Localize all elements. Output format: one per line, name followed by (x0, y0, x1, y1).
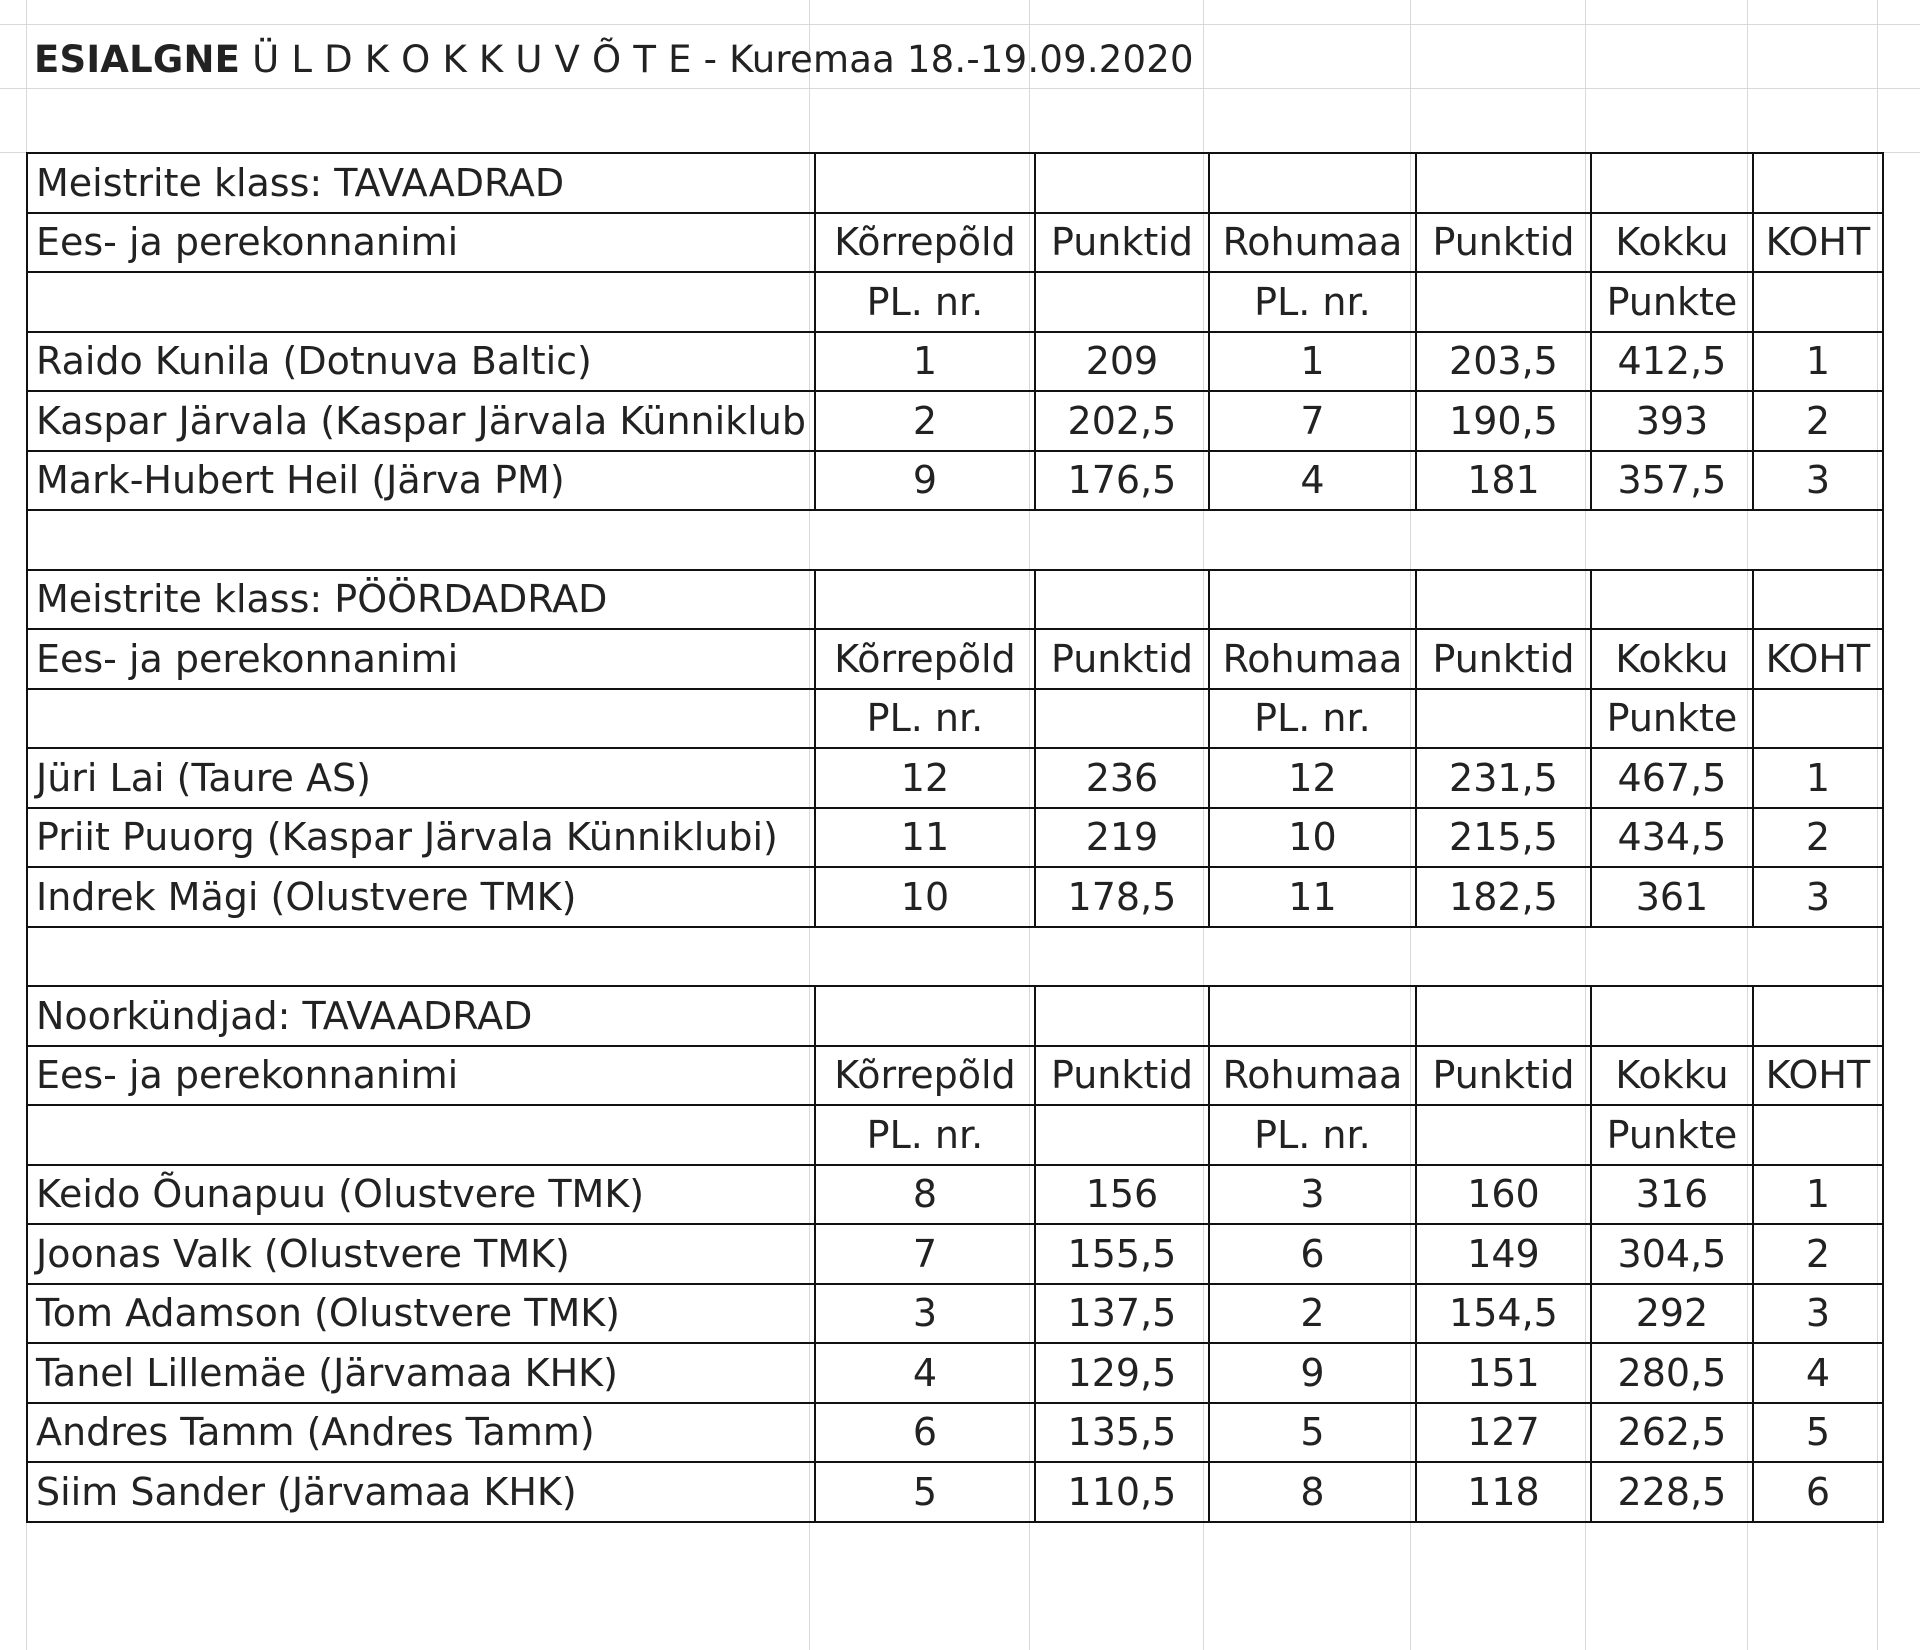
rohumaa-pl-nr: 12 (1209, 748, 1416, 808)
rohumaa-points: 151 (1416, 1343, 1591, 1403)
participant-name: Joonas Valk (Olustvere TMK) (27, 1224, 815, 1284)
empty-cell (1035, 153, 1209, 213)
header-punktid: Punktid (1035, 213, 1209, 273)
korrepold-pl-nr: 2 (815, 391, 1035, 451)
korrepold-points: 178,5 (1035, 867, 1209, 927)
header-row (27, 1046, 1883, 1106)
section-title-row (27, 986, 1883, 1046)
place: 1 (1753, 332, 1883, 392)
empty-cell (1753, 689, 1883, 749)
total-points: 467,5 (1591, 748, 1753, 808)
table-row (27, 1403, 1883, 1463)
empty-cell (1416, 272, 1591, 332)
empty-cell (1035, 689, 1209, 749)
sheet-title-bold: ESIALGNE (34, 38, 241, 81)
korrepold-points: 129,5 (1035, 1343, 1209, 1403)
rohumaa-pl-nr: 6 (1209, 1224, 1416, 1284)
rohumaa-pl-nr: 11 (1209, 867, 1416, 927)
korrepold-points: 236 (1035, 748, 1209, 808)
rohumaa-pl-nr: 4 (1209, 451, 1416, 511)
subheader-row (27, 689, 1883, 749)
empty-cell (1035, 986, 1209, 1046)
korrepold-pl-nr: 3 (815, 1284, 1035, 1344)
participant-name: Andres Tamm (Andres Tamm) (27, 1403, 815, 1463)
subheader-punkte: Punkte (1591, 1105, 1753, 1165)
rohumaa-points: 127 (1416, 1403, 1591, 1463)
rohumaa-points: 160 (1416, 1165, 1591, 1225)
empty-cell (1591, 986, 1753, 1046)
place: 3 (1753, 451, 1883, 511)
korrepold-points: 137,5 (1035, 1284, 1209, 1344)
header-punktid: Punktid (1416, 213, 1591, 273)
total-points: 316 (1591, 1165, 1753, 1225)
rohumaa-points: 215,5 (1416, 808, 1591, 868)
empty-cell (1416, 1105, 1591, 1165)
rohumaa-points: 154,5 (1416, 1284, 1591, 1344)
rohumaa-points: 181 (1416, 451, 1591, 511)
korrepold-points: 176,5 (1035, 451, 1209, 511)
korrepold-points: 209 (1035, 332, 1209, 392)
table-row (27, 748, 1883, 808)
empty-cell (1209, 153, 1416, 213)
empty-cell (1416, 570, 1591, 630)
total-points: 228,5 (1591, 1462, 1753, 1522)
empty-cell (27, 1105, 815, 1165)
header-koht: KOHT (1753, 629, 1883, 689)
header-koht: KOHT (1753, 213, 1883, 273)
empty-cell (1035, 570, 1209, 630)
total-points: 361 (1591, 867, 1753, 927)
table-row (27, 451, 1883, 511)
spacer-row (27, 927, 1883, 987)
empty-cell (815, 986, 1035, 1046)
table-row (27, 1343, 1883, 1403)
place: 3 (1753, 867, 1883, 927)
korrepold-pl-nr: 4 (815, 1343, 1035, 1403)
empty-cell (1416, 153, 1591, 213)
header-kokku: Kokku (1591, 629, 1753, 689)
total-points: 262,5 (1591, 1403, 1753, 1463)
subheader-row (27, 1105, 1883, 1165)
header-name: Ees- ja perekonnanimi (27, 1046, 815, 1106)
subheader-pl-nr: PL. nr. (1209, 1105, 1416, 1165)
table-row (27, 867, 1883, 927)
korrepold-points: 110,5 (1035, 1462, 1209, 1522)
place: 2 (1753, 808, 1883, 868)
participant-name: Tanel Lillemäe (Järvamaa KHK) (27, 1343, 815, 1403)
place: 3 (1753, 1284, 1883, 1344)
korrepold-pl-nr: 9 (815, 451, 1035, 511)
rohumaa-points: 203,5 (1416, 332, 1591, 392)
section-title: Noorkündjad: TAVAADRAD (27, 986, 815, 1046)
empty-cell (1591, 570, 1753, 630)
korrepold-pl-nr: 7 (815, 1224, 1035, 1284)
table-row (27, 1224, 1883, 1284)
table-row (27, 391, 1883, 451)
place: 1 (1753, 748, 1883, 808)
participant-name: Tom Adamson (Olustvere TMK) (27, 1284, 815, 1344)
korrepold-points: 202,5 (1035, 391, 1209, 451)
korrepold-pl-nr: 6 (815, 1403, 1035, 1463)
subheader-row (27, 272, 1883, 332)
header-row (27, 213, 1883, 273)
korrepold-pl-nr: 1 (815, 332, 1035, 392)
table-row (27, 1165, 1883, 1225)
subheader-punkte: Punkte (1591, 689, 1753, 749)
total-points: 393 (1591, 391, 1753, 451)
rohumaa-pl-nr: 3 (1209, 1165, 1416, 1225)
empty-cell (1035, 1105, 1209, 1165)
header-name: Ees- ja perekonnanimi (27, 629, 815, 689)
total-points: 357,5 (1591, 451, 1753, 511)
empty-cell (1753, 1105, 1883, 1165)
korrepold-points: 219 (1035, 808, 1209, 868)
place: 6 (1753, 1462, 1883, 1522)
header-rohumaa: Rohumaa (1209, 213, 1416, 273)
subheader-pl-nr: PL. nr. (815, 1105, 1035, 1165)
empty-cell (1416, 986, 1591, 1046)
place: 2 (1753, 391, 1883, 451)
empty-cell (1209, 986, 1416, 1046)
section-title-row (27, 153, 1883, 213)
participant-name: Keido Õunapuu (Olustvere TMK) (27, 1165, 815, 1225)
empty-cell (1753, 272, 1883, 332)
header-korrepold: Kõrrepõld (815, 213, 1035, 273)
korrepold-points: 156 (1035, 1165, 1209, 1225)
subheader-punkte: Punkte (1591, 272, 1753, 332)
results-table (26, 152, 1884, 1523)
rohumaa-pl-nr: 9 (1209, 1343, 1416, 1403)
table-row (27, 808, 1883, 868)
subheader-pl-nr: PL. nr. (1209, 272, 1416, 332)
subheader-pl-nr: PL. nr. (815, 272, 1035, 332)
participant-name: Jüri Lai (Taure AS) (27, 748, 815, 808)
header-name: Ees- ja perekonnanimi (27, 213, 815, 273)
header-punktid: Punktid (1416, 629, 1591, 689)
place: 2 (1753, 1224, 1883, 1284)
korrepold-points: 155,5 (1035, 1224, 1209, 1284)
rohumaa-points: 190,5 (1416, 391, 1591, 451)
place: 1 (1753, 1165, 1883, 1225)
header-punktid: Punktid (1035, 629, 1209, 689)
empty-cell (1753, 153, 1883, 213)
subheader-pl-nr: PL. nr. (815, 689, 1035, 749)
sheet-title (34, 38, 1194, 81)
header-korrepold: Kõrrepõld (815, 1046, 1035, 1106)
section-title: Meistrite klass: TAVAADRAD (27, 153, 815, 213)
sheet-title-rest: Ü L D K O K K U V Õ T E - Kuremaa 18.-19.09.2020 (240, 38, 1194, 81)
empty-cell (1753, 986, 1883, 1046)
rohumaa-pl-nr: 8 (1209, 1462, 1416, 1522)
rohumaa-pl-nr: 5 (1209, 1403, 1416, 1463)
header-punktid: Punktid (1416, 1046, 1591, 1106)
empty-cell (1591, 153, 1753, 213)
empty-cell (1416, 689, 1591, 749)
participant-name: Siim Sander (Järvamaa KHK) (27, 1462, 815, 1522)
total-points: 304,5 (1591, 1224, 1753, 1284)
total-points: 434,5 (1591, 808, 1753, 868)
korrepold-pl-nr: 12 (815, 748, 1035, 808)
empty-cell (27, 689, 815, 749)
participant-name: Raido Kunila (Dotnuva Baltic) (27, 332, 815, 392)
korrepold-pl-nr: 11 (815, 808, 1035, 868)
place: 5 (1753, 1403, 1883, 1463)
spacer-cell (27, 510, 1883, 570)
header-punktid: Punktid (1035, 1046, 1209, 1106)
rohumaa-pl-nr: 1 (1209, 332, 1416, 392)
korrepold-points: 135,5 (1035, 1403, 1209, 1463)
header-rohumaa: Rohumaa (1209, 1046, 1416, 1106)
spacer-row (27, 510, 1883, 570)
rohumaa-pl-nr: 10 (1209, 808, 1416, 868)
table-row (27, 332, 1883, 392)
section-title: Meistrite klass: PÖÖRDADRAD (27, 570, 815, 630)
korrepold-pl-nr: 8 (815, 1165, 1035, 1225)
empty-cell (1035, 272, 1209, 332)
table-row (27, 1284, 1883, 1344)
header-rohumaa: Rohumaa (1209, 629, 1416, 689)
section-title-row (27, 570, 1883, 630)
participant-name: Mark-Hubert Heil (Järva PM) (27, 451, 815, 511)
total-points: 412,5 (1591, 332, 1753, 392)
participant-name: Priit Puuorg (Kaspar Järvala Künniklubi) (27, 808, 815, 868)
total-points: 280,5 (1591, 1343, 1753, 1403)
rohumaa-points: 231,5 (1416, 748, 1591, 808)
header-kokku: Kokku (1591, 213, 1753, 273)
header-korrepold: Kõrrepõld (815, 629, 1035, 689)
korrepold-pl-nr: 10 (815, 867, 1035, 927)
empty-cell (815, 153, 1035, 213)
participant-name: Kaspar Järvala (Kaspar Järvala Künniklub (27, 391, 815, 451)
spacer-cell (27, 927, 1883, 987)
rohumaa-points: 182,5 (1416, 867, 1591, 927)
rohumaa-points: 118 (1416, 1462, 1591, 1522)
empty-cell (1209, 570, 1416, 630)
header-kokku: Kokku (1591, 1046, 1753, 1106)
header-row (27, 629, 1883, 689)
place: 4 (1753, 1343, 1883, 1403)
empty-cell (1753, 570, 1883, 630)
rohumaa-pl-nr: 2 (1209, 1284, 1416, 1344)
korrepold-pl-nr: 5 (815, 1462, 1035, 1522)
subheader-pl-nr: PL. nr. (1209, 689, 1416, 749)
rohumaa-points: 149 (1416, 1224, 1591, 1284)
empty-cell (27, 272, 815, 332)
header-koht: KOHT (1753, 1046, 1883, 1106)
total-points: 292 (1591, 1284, 1753, 1344)
rohumaa-pl-nr: 7 (1209, 391, 1416, 451)
empty-cell (815, 570, 1035, 630)
table-row (27, 1462, 1883, 1522)
participant-name: Indrek Mägi (Olustvere TMK) (27, 867, 815, 927)
